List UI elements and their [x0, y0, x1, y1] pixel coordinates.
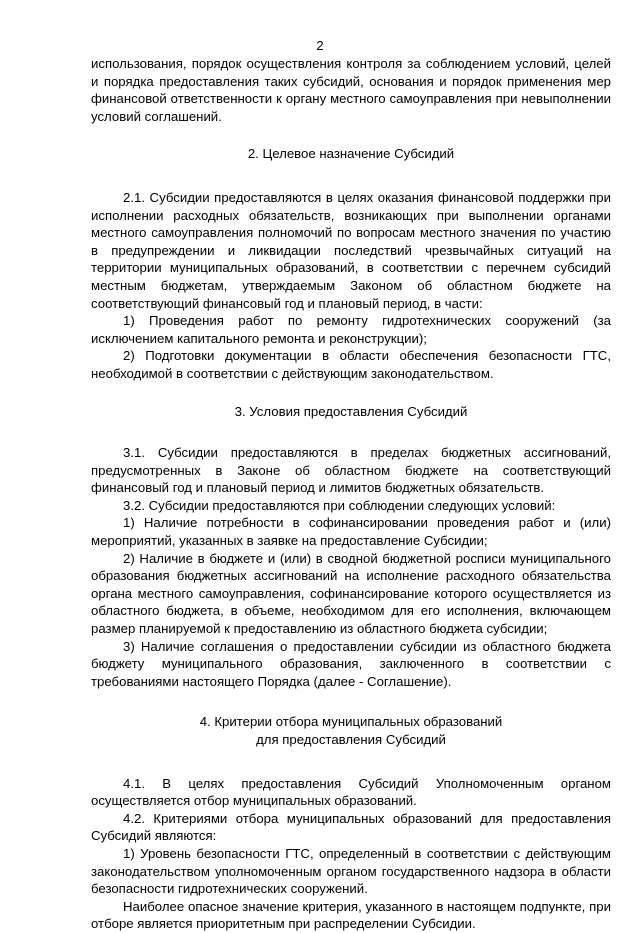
section-4-item-1: 1) Уровень безопасности ГТС, определенный в соответствии с действующим законодательством уполномоченным органом государственного надзора в области безопасности гидротехнических сооружений. [91, 845, 611, 897]
section-3-item-3: 3) Наличие соглашения о предоставлении субсидии из областного бюджета бюджету муниципального образования, заключенного в соответствии с требованиями настоящего Порядка (далее - Соглашение). [91, 638, 611, 689]
section-4-paragraph-2: 4.2. Критериями отбора муниципальных образований для предоставления Субсидий являются: [91, 810, 611, 844]
section-3-title: 3. Условия предоставления Субсидий [234, 403, 468, 419]
section-2-paragraph-1: 2.1. Субсидии предоставляются в целях оказания финансовой поддержки при исполнении расходных обязательств, возникающих при выполнении органами местного самоуправления полномочий по вопросам местного значения по участию в предупреждении и ликвидации последствий чрезвычайных ситуаций на территории муниципальных образований, в соответствии с перечнем субсидий местным бюджетам, утверждаемым Законом об областном бюджете на соответствующий финансовый год и плановый период, в части: [91, 189, 611, 311]
section-2-item-2: 2) Подготовки документации в области обеспечения безопасности ГТС, необходимой в соответствии с действующим законодательством. [91, 348, 611, 381]
section-4-title-line-1: 4. Критерии отбора муниципальных образований [199, 714, 503, 730]
page-number: 2 [316, 38, 324, 53]
section-2-item-1: 1) Проведения работ по ремонту гидротехнических сооружений (за исключением капитального ремонта и реконструкции); [91, 313, 611, 346]
document-body [91, 55, 611, 933]
section-4-paragraph-1: 4.1. В целях предоставления Субсидий Уполномоченным органом осуществляется отбор муниципальных образований. [91, 775, 611, 809]
section-2-title: 2. Целевое назначение Субсидий [247, 146, 455, 162]
section-3-paragraph-1: 3.1. Субсидии предоставляются в пределах бюджетных ассигнований, предусмотренных в Законе об областном бюджете на соответствующий финансовый год и плановый период и лимитов бюджетных обязательств. [91, 445, 611, 496]
section-3-item-2: 2) Наличие в бюджете и (или) в сводной бюджетной росписи муниципального образования бюджетных ассигнований на исполнение расходного обязательства органа местного самоуправления, софинансирование которого осуществляется из областного бюджета, в объеме, необходимом для его исполнения, включающем размер планируемой к предоставлению из областного бюджета субсидии; [91, 550, 611, 637]
section-4-paragraph-3: Наиболее опасное значение критерия, указанного в настоящем подпункте, при отборе является приоритетным при распределении Субсидии. [91, 898, 611, 932]
section-4-title-line-2: для предоставления Субсидий [256, 732, 446, 747]
section-3-paragraph-2: 3.2. Субсидии предоставляются при соблюдении следующих условий: [123, 497, 556, 513]
intro-paragraph: использования, порядок осуществления контроля за соблюдением условий, целей и порядка предоставления таких субсидий, основания и порядок применения мер финансовой ответственности к органу местного самоуправления при невыполнении условий соглашений. [91, 56, 611, 124]
section-4-title [91, 713, 611, 748]
section-3-item-1: 1) Наличие потребности в софинансировании проведения работ и (или) мероприятий, указанных в заявке на предоставление Субсидии; [91, 515, 611, 549]
